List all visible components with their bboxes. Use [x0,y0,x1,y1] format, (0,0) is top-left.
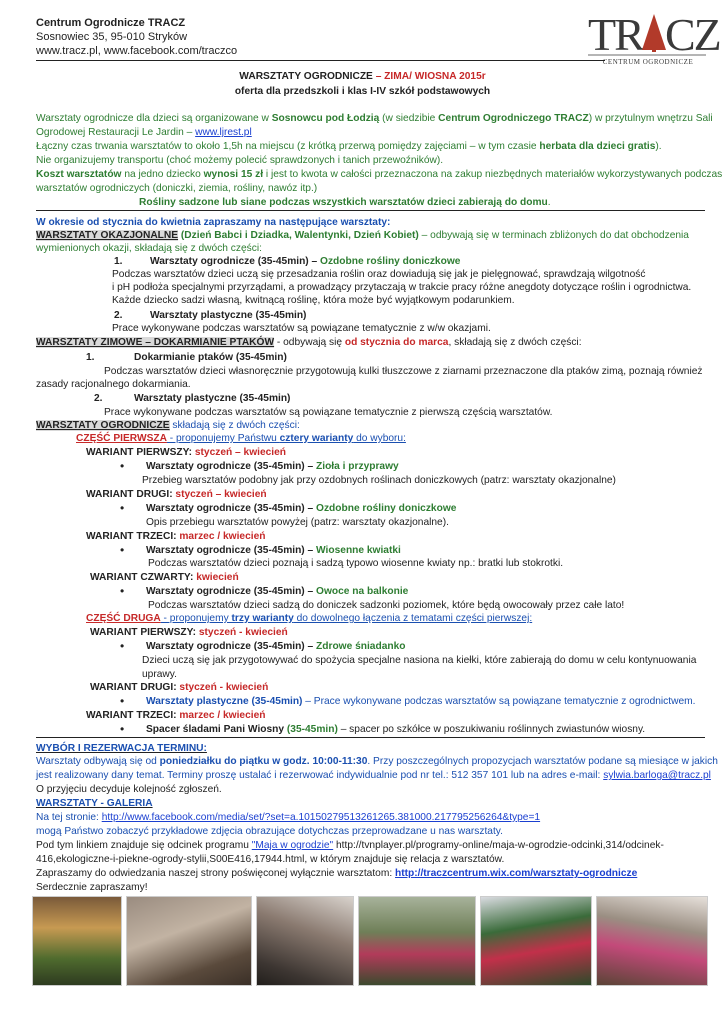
intro-line-2: Ogrodowej Restauracji Le Jardin – www.ljrest.pl [36,127,252,138]
page-title [0,69,725,99]
gallery-heading: WARSZTATY - GALERIA [36,798,153,809]
p2-variant-1-desc-2: uprawy. [142,669,177,680]
workshop-photo-1 [32,896,122,986]
occ-item-1-desc-3: Każde dziecko sadzi własną, kwitnącą roślinę, która może być wyjątkowym podarunkiem. [112,295,515,306]
intro-line-1: Warsztaty ogrodnicze dla dzieci są organizowane w Sosnowcu pod Łodzią (w siedzibie Centrum Ogrodniczego TRACZ) w przytulnym wnętrzu Sali [36,113,713,124]
variant-3-desc: Podczas warsztatów dzieci poznają i sadzą typowo wiosenne kwiaty np.: bratki lub stokrotki. [148,558,564,569]
win-item-1-desc-2: zasady racjonalnego dokarmiania. [36,379,191,390]
gallery-line-1: Na tej stronie: http://www.facebook.com/media/set/?set=a.10150279513261265.381000.217795256264&type=1 [36,812,541,823]
win-item-1-desc-1: Podczas warsztatów dzieci własnoręcznie przygotowują kulki tłuszczowe z ziarnami przeznaczone dla ptaków zimą, poznają również [104,366,703,377]
company-address: Sosnowiec 35, 95-010 Stryków [36,31,188,43]
occ-item-1: 1. [114,256,123,267]
occ-item-1-desc-1: Podczas warsztatów dzieci uczą się przesadzania roślin oraz dowiadują się jak je pielęgnować, sprawdzają wilgotność [112,269,646,280]
email-link[interactable]: sylwia.barloga@tracz.pl [603,770,711,781]
occ-item-2-desc: Prace wykonywane podczas warsztatów są powiązane tematycznie z w/w okazjami. [112,323,491,334]
p2-variant-3-title: • Spacer śladami Pani Wiosny (35-45min) – spacer po szkółce w poszukiwaniu roślinnych zwiastunów wiosny. [146,723,645,736]
svg-text:TR: TR [588,9,643,60]
garden-line: WARSZTATY OGRODNICZE składają się z dwóch części: [36,420,300,431]
logo-subtitle: CENTRUM OGRODNICZE [602,58,694,66]
variant-1-desc: Przebieg warsztatów podobny jak przy ozdobnych roślinach doniczkowych (patrz: warsztaty okazjonalne) [142,475,616,486]
booking-line-2: jest realizowany dany temat. Terminy proszę ustalać i rezerwować indywidualnie pod nr tel.: 512 357 101 lub na adres e-mail: sylwia.barloga@tracz.pl [36,770,711,781]
p2-variant-1-desc-1: Dzieci uczą się jak przygotowywać do spożycia specjalne nasiona na kiełki, które zabierają do domu w celu kontynuowania [142,655,697,666]
company-header [36,16,237,58]
variant-2-title: • Warsztaty ogrodnicze (35-45min) – Ozdobne rośliny doniczkowe [146,502,456,515]
facebook-gallery-link[interactable]: http://www.facebook.com/media/set/?set=a.10150279513261265.381000.217795256264&type=1 [101,812,541,823]
workshop-photo-2 [126,896,252,986]
gallery-line-4: 416,ekologiczne-i-piekne-ogrody-stylii,S00E416,17944.html, w którym znajduje się relacja z warsztatów. [36,854,505,865]
title-sub: oferta dla przedszkoli i klas I-IV szkół podstawowych [234,86,491,97]
workshop-photo-4 [358,896,476,986]
intro-line-4: Nie organizujemy transportu (choć możemy polecić sprawdzonych i tanich przewoźników). [36,155,444,166]
intro-line-3: Łączny czas trwania warsztatów to około 1,5h na miejscu (z krótką przerwą pomiędzy zajęciami – w tym czasie herbata dla dzieci gratis). [36,141,662,152]
win-item-2-title: Warsztaty plastyczne (35-45min) [134,393,291,404]
title-season: – ZIMA/ WIOSNA 2015r [372,71,486,82]
booking-heading: WYBÓR I REZERWACJA TERMINU: [36,743,207,754]
section1-heading: W okresie od stycznia do kwietnia zapraszamy na następujące warsztaty: [36,217,391,228]
gallery-line-2: mogą Państwo zobaczyć przykładowe zdjęcia obrazujące dotychczas przeprowadzane u nas warsztaty. [36,826,503,837]
gallery-line-3: Pod tym linkiem znajduje się odcinek programu "Maja w ogrodzie" http://tvnplayer.pl/programy-online/maja-w-ogrodzie-odcinki,314/odcinek- [36,840,664,851]
company-web: www.tracz.pl, www.facebook.com/traczco [36,45,238,57]
header-divider [36,60,605,61]
ljrest-link[interactable]: www.ljrest.pl [195,127,252,138]
occasional-line: WARSZTATY OKAZJONALNE (Dzień Babci i Dziadka, Walentynki, Dzień Kobiet) – odbywają się w terminach zbliżonych do dat obchodzenia [36,230,689,241]
variant-1-title: • Warsztaty ogrodnicze (35-45min) – Zioła i przyprawy [146,460,399,473]
winter-line: WARSZTATY ZIMOWE – DOKARMIANIE PTAKÓW - odbywają się od stycznia do marca, składają się z dwóch części: [36,337,582,348]
wix-site-link[interactable]: http://traczcentrum.wix.com/warsztaty-ogrodnicze [395,868,638,879]
intro-line-6: warsztatów ogrodniczych (doniczki, ziemia, rośliny, nawóz itp.) [36,183,318,194]
occ-item-2-title: Warsztaty plastyczne (35-45min) [150,310,307,321]
gallery-line-6: Serdecznie zapraszamy! [36,882,148,893]
p2-variant-2-title: • Warsztaty plastyczne (35-45min) – Prace wykonywane podczas warsztatów są powiązane tematycznie z ogrodnictwem. [146,695,695,708]
variant-3-title: • Warsztaty ogrodnicze (35-45min) – Wiosenne kwiatki [146,544,401,557]
p2-variant-1-label: WARIANT PIERWSZY: styczeń - kwiecień [90,627,288,638]
p2-variant-3-label: WARIANT TRZECI: marzec / kwiecień [86,710,266,721]
p2-variant-1-title: • Warsztaty ogrodnicze (35-45min) – Zdrowe śniadanko [146,640,405,653]
variant-1-label: WARIANT PIERWSZY: styczeń – kwiecień [86,447,287,458]
booking-line-3: O przyjęciu decyduje kolejność zgłoszeń. [36,784,222,795]
win-item-1-title: Dokarmianie ptaków (35-45min) [134,352,287,363]
variant-4-title: • Warsztaty ogrodnicze (35-45min) – Owoce na balkonie [146,585,408,598]
booking-line-1: Warsztaty odbywają się od poniedziałku do piątku w godz. 10:00-11:30. Przy poszczególnych propozycjach warsztatów podane są miesiące w jakich [36,756,718,767]
workshop-photo-5 [480,896,592,986]
win-item-2: 2. [94,393,103,404]
tree-icon [642,14,666,50]
part-one-line: CZĘŚĆ PIERWSZA - proponujemy Państwu cztery warianty do wyboru: [76,433,406,444]
variant-3-label: WARIANT TRZECI: marzec / kwiecień [86,531,266,542]
tracz-logo [588,6,720,68]
divider-1 [36,210,705,211]
company-name: Centrum Ogrodnicze TRACZ [36,17,186,29]
part-two-line: CZĘŚĆ DRUGA - proponujemy trzy warianty do dowolnego łączenia z tematami części pierwszej: [86,613,533,624]
intro-line-5: Koszt warsztatów na jedno dziecko wynosi 15 zł i jest to kwota w całości przeznaczona na zakup niezbędnych materiałów wykorzystywanych podczas [36,169,723,180]
variant-4-label: WARIANT CZWARTY: kwiecień [90,572,239,583]
workshop-photo-6 [596,896,708,986]
win-item-2-desc: Prace wykonywane podczas warsztatów są powiązane tematycznie z pierwszą częścią warsztatów. [104,407,553,418]
p2-variant-2-label: WARIANT DRUGI: styczeń - kwiecień [90,682,269,693]
occ-item-1-desc-2: i pH podłoża specjalnymi przyrządami, a prowadzący przytaczają w trakcie pracy różne anegdoty dotyczące roślin i ogrodnictwa. [112,282,692,293]
variant-4-desc: Podczas warsztatów dzieci sadzą do doniczek sadzonki poziomek, które będą owocowały przez całe lato! [148,600,625,611]
win-item-1: 1. [86,352,95,363]
variant-2-desc: Opis przebiegu warsztatów powyżej (patrz: warsztaty okazjonalne). [146,517,449,528]
tvn-program-link[interactable]: "Maja w ogrodzie" [251,840,334,851]
occasional-line-2: wymienionych okazji, składają się z dwóch części: [36,243,262,254]
workshop-photo-3 [256,896,354,986]
svg-text:CZ: CZ [665,9,720,60]
intro-line-7: Rośliny sadzone lub siane podczas wszystkich warsztatów dzieci zabierają do domu. [139,197,551,208]
gallery-line-5: Zapraszamy do odwiedzania naszej strony poświęconej wyłącznie warsztatom: http://traczcentrum.wix.com/warsztaty-ogrodnicze [36,868,638,879]
occ-item-1-title: Warsztaty ogrodnicze (35-45min) – Ozdobne rośliny doniczkowe [150,256,461,267]
occ-item-2: 2. [114,310,123,321]
title-main: WARSZTATY OGRODNICZE [239,71,373,82]
variant-2-label: WARIANT DRUGI: styczeń – kwiecień [86,489,267,500]
divider-2 [36,737,705,738]
